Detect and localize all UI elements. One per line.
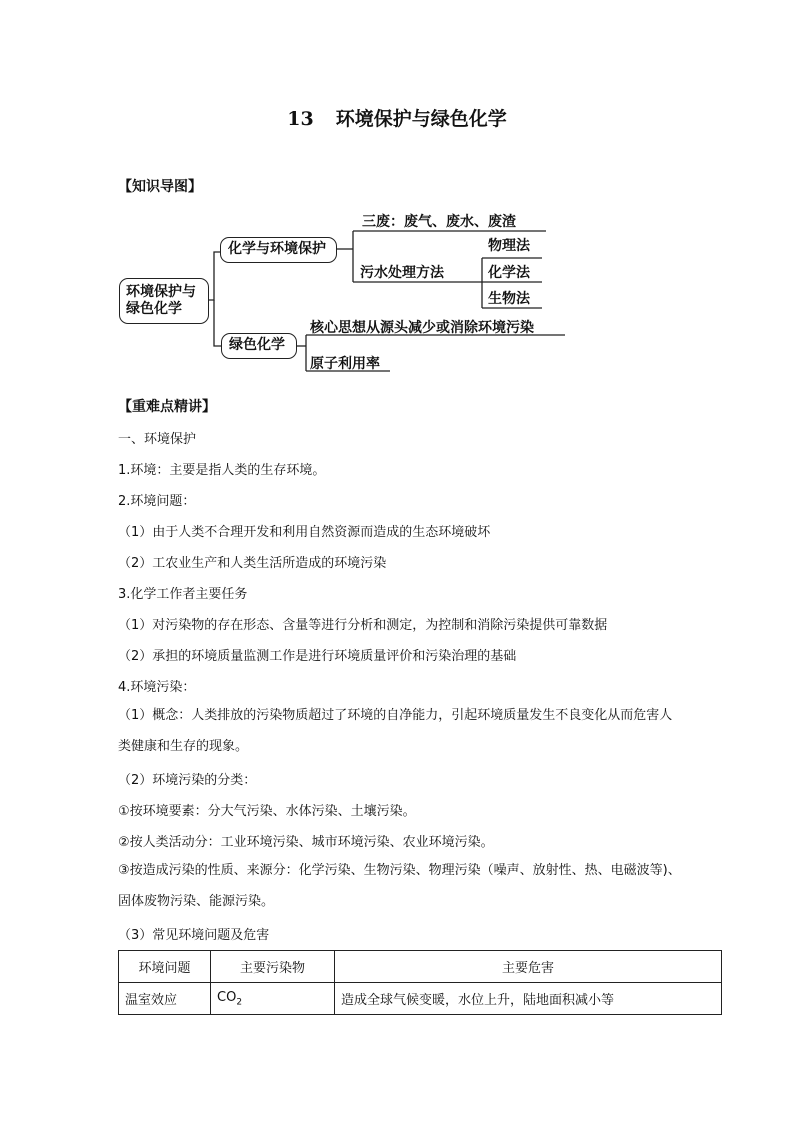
mindmap-biological-method: 生物法 [488, 291, 530, 307]
page-title [0, 104, 794, 131]
chemist-task-item: （2）承担的环境质量监测工作是进行环境质量评价和污染治理的基础 [118, 649, 517, 664]
connector-root-branch1 [209, 252, 220, 300]
key-points-heading: 【重难点精讲】 [118, 399, 216, 415]
mindmap-branch-environment-protection: 化学与环境保护 [220, 237, 337, 263]
environment-definition: 1.环境：主要是指人类的生存环境。 [118, 463, 326, 478]
environment-problem-item: （2）工农业生产和人类生活所造成的环境污染 [118, 556, 387, 571]
mindmap-core-idea: 核心思想从源头减少或消除环境污染 [310, 320, 534, 336]
environment-problem-item: （1）由于人类不合理开发和利用自然资源而造成的生态环境破坏 [118, 525, 491, 540]
part-heading-environment-protection: 一、环境保护 [118, 432, 197, 447]
mindmap-heading: 【知识导图】 [118, 179, 202, 195]
table-cell-pollutant [211, 983, 335, 1015]
chemist-task-heading: 3.化学工作者主要任务 [118, 587, 248, 602]
mindmap-sewage-methods: 污水处理方法 [360, 265, 444, 281]
table-cell-harm: 造成全球气候变暖，水位上升，陆地面积减小等 [335, 983, 722, 1015]
environment-problem-heading: 2.环境问题： [118, 494, 196, 509]
pollution-heading: 4.环境污染： [118, 680, 196, 695]
connector-root-branch2 [214, 300, 221, 346]
table-header-cell: 主要危害 [335, 951, 722, 983]
table-row [119, 983, 722, 1015]
pollutant-subscript: 2 [236, 997, 243, 1008]
pollution-classification-heading: （2）环境污染的分类： [118, 773, 257, 788]
pollution-concept: （1）概念：人类排放的污染物质超过了环境的自净能力，引起环境质量发生不良变化从而危害人类健康和生存的现象。 [118, 708, 673, 754]
environment-problems-table [118, 950, 722, 1015]
mindmap-chemical-method: 化学法 [488, 265, 530, 281]
table-header-cell: 环境问题 [119, 951, 211, 983]
chapter-title: 环境保护与绿色化学 [335, 108, 507, 130]
mindmap-root: 环境保护与绿色化学 [119, 278, 209, 324]
chemist-task-item: （1）对污染物的存在形态、含量等进行分析和测定，为控制和消除污染提供可靠数据 [118, 618, 608, 633]
mindmap-branch-green-chemistry: 绿色化学 [221, 333, 297, 359]
mindmap-connectors [0, 0, 794, 400]
classification-item: ①按环境要素：分大气污染、水体污染、土壤污染。 [118, 804, 416, 819]
common-problems-heading: （3）常见环境问题及危害 [118, 928, 270, 943]
chapter-number: 13 [287, 108, 314, 130]
pollutant-formula: CO [217, 989, 237, 1005]
table-cell-problem: 温室效应 [119, 983, 211, 1015]
mindmap-physical-method: 物理法 [488, 238, 530, 254]
table-header-cell: 主要污染物 [211, 951, 335, 983]
mindmap-three-wastes: 三废：废气、废水、废渣 [362, 214, 516, 230]
table-header-row [119, 951, 722, 983]
classification-item: ②按人类活动分：工业环境污染、城市环境污染、农业环境污染。 [118, 835, 494, 850]
classification-item: ③按造成污染的性质、来源分：化学污染、生物污染、物理污染（噪声、放射性、热、电磁波等)、固体废物污染、能源污染。 [118, 863, 681, 909]
mindmap-atom-economy: 原子利用率 [310, 356, 380, 372]
